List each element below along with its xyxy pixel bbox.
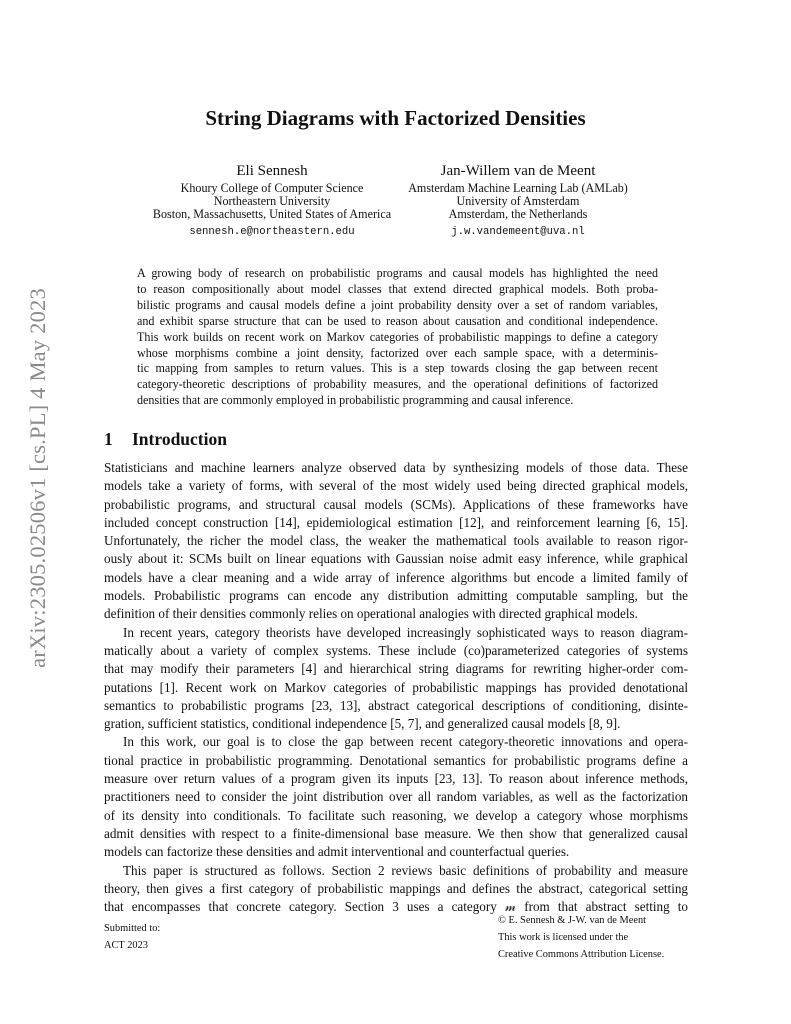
author-affiliation-line: Boston, Massachusetts, United States of America — [152, 207, 392, 222]
abstract-line: densities that are commonly employed in probabilistic programming and causal inference. — [137, 393, 574, 408]
section-heading — [104, 429, 227, 450]
author-affiliation-line: Amsterdam, the Netherlands — [448, 207, 588, 222]
license-note — [498, 912, 664, 963]
author-affiliation-line: Amsterdam Machine Learning Lab (AMLab) — [408, 181, 628, 195]
text-line: included concept construction [14], epidemiological estimation [12], and reinforcement learning [6, 15]. — [104, 514, 688, 530]
text-line: Unfortunately, the richer the model class, the weaker the mathematical tools available to reason rigor- — [104, 533, 688, 549]
text-line: This paper is structured as follows. Section 2 reviews basic definitions of probability and measure — [123, 862, 688, 878]
paragraph — [104, 862, 688, 917]
abstract-line: category-theoretic descriptions of probability measures, and the operational definitions of factorized — [137, 377, 658, 392]
text-line: putations [1]. Recent work on Markov categories of probabilistic mappings has provided denotational — [104, 679, 688, 695]
text-line: of its density into conditionals. To facilitate such reasoning, we develop a category whose morphisms — [104, 807, 688, 823]
text-line: definition of their densities commonly relies on operational analogies with directed graphical models. — [104, 606, 638, 622]
author-affiliation-line: Northeastern University — [213, 194, 331, 209]
author-block-2 — [392, 162, 644, 239]
text-line: that encompasses that concrete category. Section 3 uses a category 𝓂 from that abstract setting to — [104, 899, 688, 915]
abstract-line: bilistic programs and causal models define a joint probability density over a set of random variables, — [137, 297, 658, 312]
text-line: models. Probabilistic programs can encode any distribution admitting computable sampling, but the — [104, 588, 688, 604]
abstract-line: whose morphisms combine a joint density, factorized over each sample space, with a determinis- — [137, 345, 658, 360]
paper-title: String Diagrams with Factorized Densities — [205, 106, 586, 130]
text-line: gration, sufficient statistics, conditional independence [5, 7], and generalized causal models [8, 9]. — [104, 716, 621, 732]
abstract-line: and exhibit sparse structure that can be used to reason about causation and conditional independence. — [137, 313, 658, 328]
abstract-line: A growing body of research on probabilistic programs and causal models has highlighted the need — [137, 266, 658, 280]
submission-label: Submitted to: — [104, 923, 161, 934]
text-line: matically about a variety of complex systems. These include (co)parameterized categories of systems — [104, 642, 688, 658]
section-number: 1 — [104, 429, 113, 449]
text-line: In this work, our goal is to close the gap between recent category-theoretic innovations and opera- — [123, 734, 688, 750]
text-line: In recent years, category theorists have developed increasingly sophisticated ways to reason diagram- — [123, 624, 688, 640]
author-name: Eli Sennesh — [236, 163, 308, 179]
text-line: models have a clear meaning and a wide array of inference algorithms but encode a limited family of — [104, 569, 688, 585]
text-line: models can factorize these densities and admit interventional and counterfactual queries. — [104, 844, 570, 860]
text-line: tional practice in probabilistic programming. Denotational semantics for probabilistic programs define a — [104, 752, 688, 768]
text-line: theory, then gives a first category of probabilistic mappings and defines the abstract, categorical setting — [104, 880, 688, 896]
paragraph — [104, 459, 688, 624]
submission-note — [104, 920, 160, 954]
abstract-line: tic mapping from samples to return values. This is a step towards closing the gap between recent — [137, 361, 658, 376]
submission-venue: ACT 2023 — [104, 940, 148, 951]
text-line: that may modify their parameters [4] and hierarchical string diagrams for rewriting higher-order com- — [104, 661, 688, 677]
author-name: Jan-Willem van de Meent — [440, 163, 596, 179]
text-line: Statisticians and machine learners analyze observed data by synthesizing models of those data. These — [104, 460, 688, 475]
license-link[interactable]: Creative Commons Attribution License. — [498, 949, 665, 960]
text-line: ously about it: SCMs built on linear equations with Gaussian noise admit easy inference, while graphical — [104, 551, 688, 567]
text-line: semantics to probabilistic programs [23, 13], abstract categorical descriptions of conditioning, disinte- — [104, 697, 688, 713]
paragraph — [104, 624, 688, 734]
text-line: admit densities with respect to a finite-dimensional base measure. We then show that generalized causal — [104, 825, 688, 841]
author-email[interactable]: j.w.vandemeent@uva.nl — [451, 225, 585, 238]
body-text — [104, 459, 688, 916]
author-affiliation-line: Khoury College of Computer Science — [180, 181, 364, 195]
text-line: practitioners need to consider the joint distribution over all random variables, as well as the factorization — [104, 789, 688, 805]
author-block-1 — [150, 162, 394, 239]
text-line: measure over return values of a program given its inputs [23, 13]. To reason about inference methods, — [104, 771, 688, 787]
paragraph — [104, 733, 688, 861]
author-affiliation-line: University of Amsterdam — [456, 194, 580, 209]
abstract — [137, 266, 658, 409]
author-email[interactable]: sennesh.e@northeastern.edu — [189, 225, 355, 238]
text-line: probabilistic programs, and structural causal models (SCMs). Applications of these frameworks have — [104, 496, 688, 512]
arxiv-identifier: arXiv:2305.02506v1 [cs.PL] 4 May 2023 — [25, 288, 50, 668]
license-line: This work is licensed under the — [498, 932, 629, 943]
section-title: Introduction — [132, 429, 227, 449]
copyright-line: © E. Sennesh & J-W. van de Meent — [498, 915, 647, 926]
text-line: models take a variety of forms, with several of the most widely used being directed graphical models, — [104, 478, 688, 494]
abstract-line: to reason compositionally about model classes that extend directed graphical models. Both proba- — [137, 281, 658, 296]
abstract-line: This work builds on recent work on Markov categories of probabilistic mappings to define a category — [137, 329, 658, 344]
